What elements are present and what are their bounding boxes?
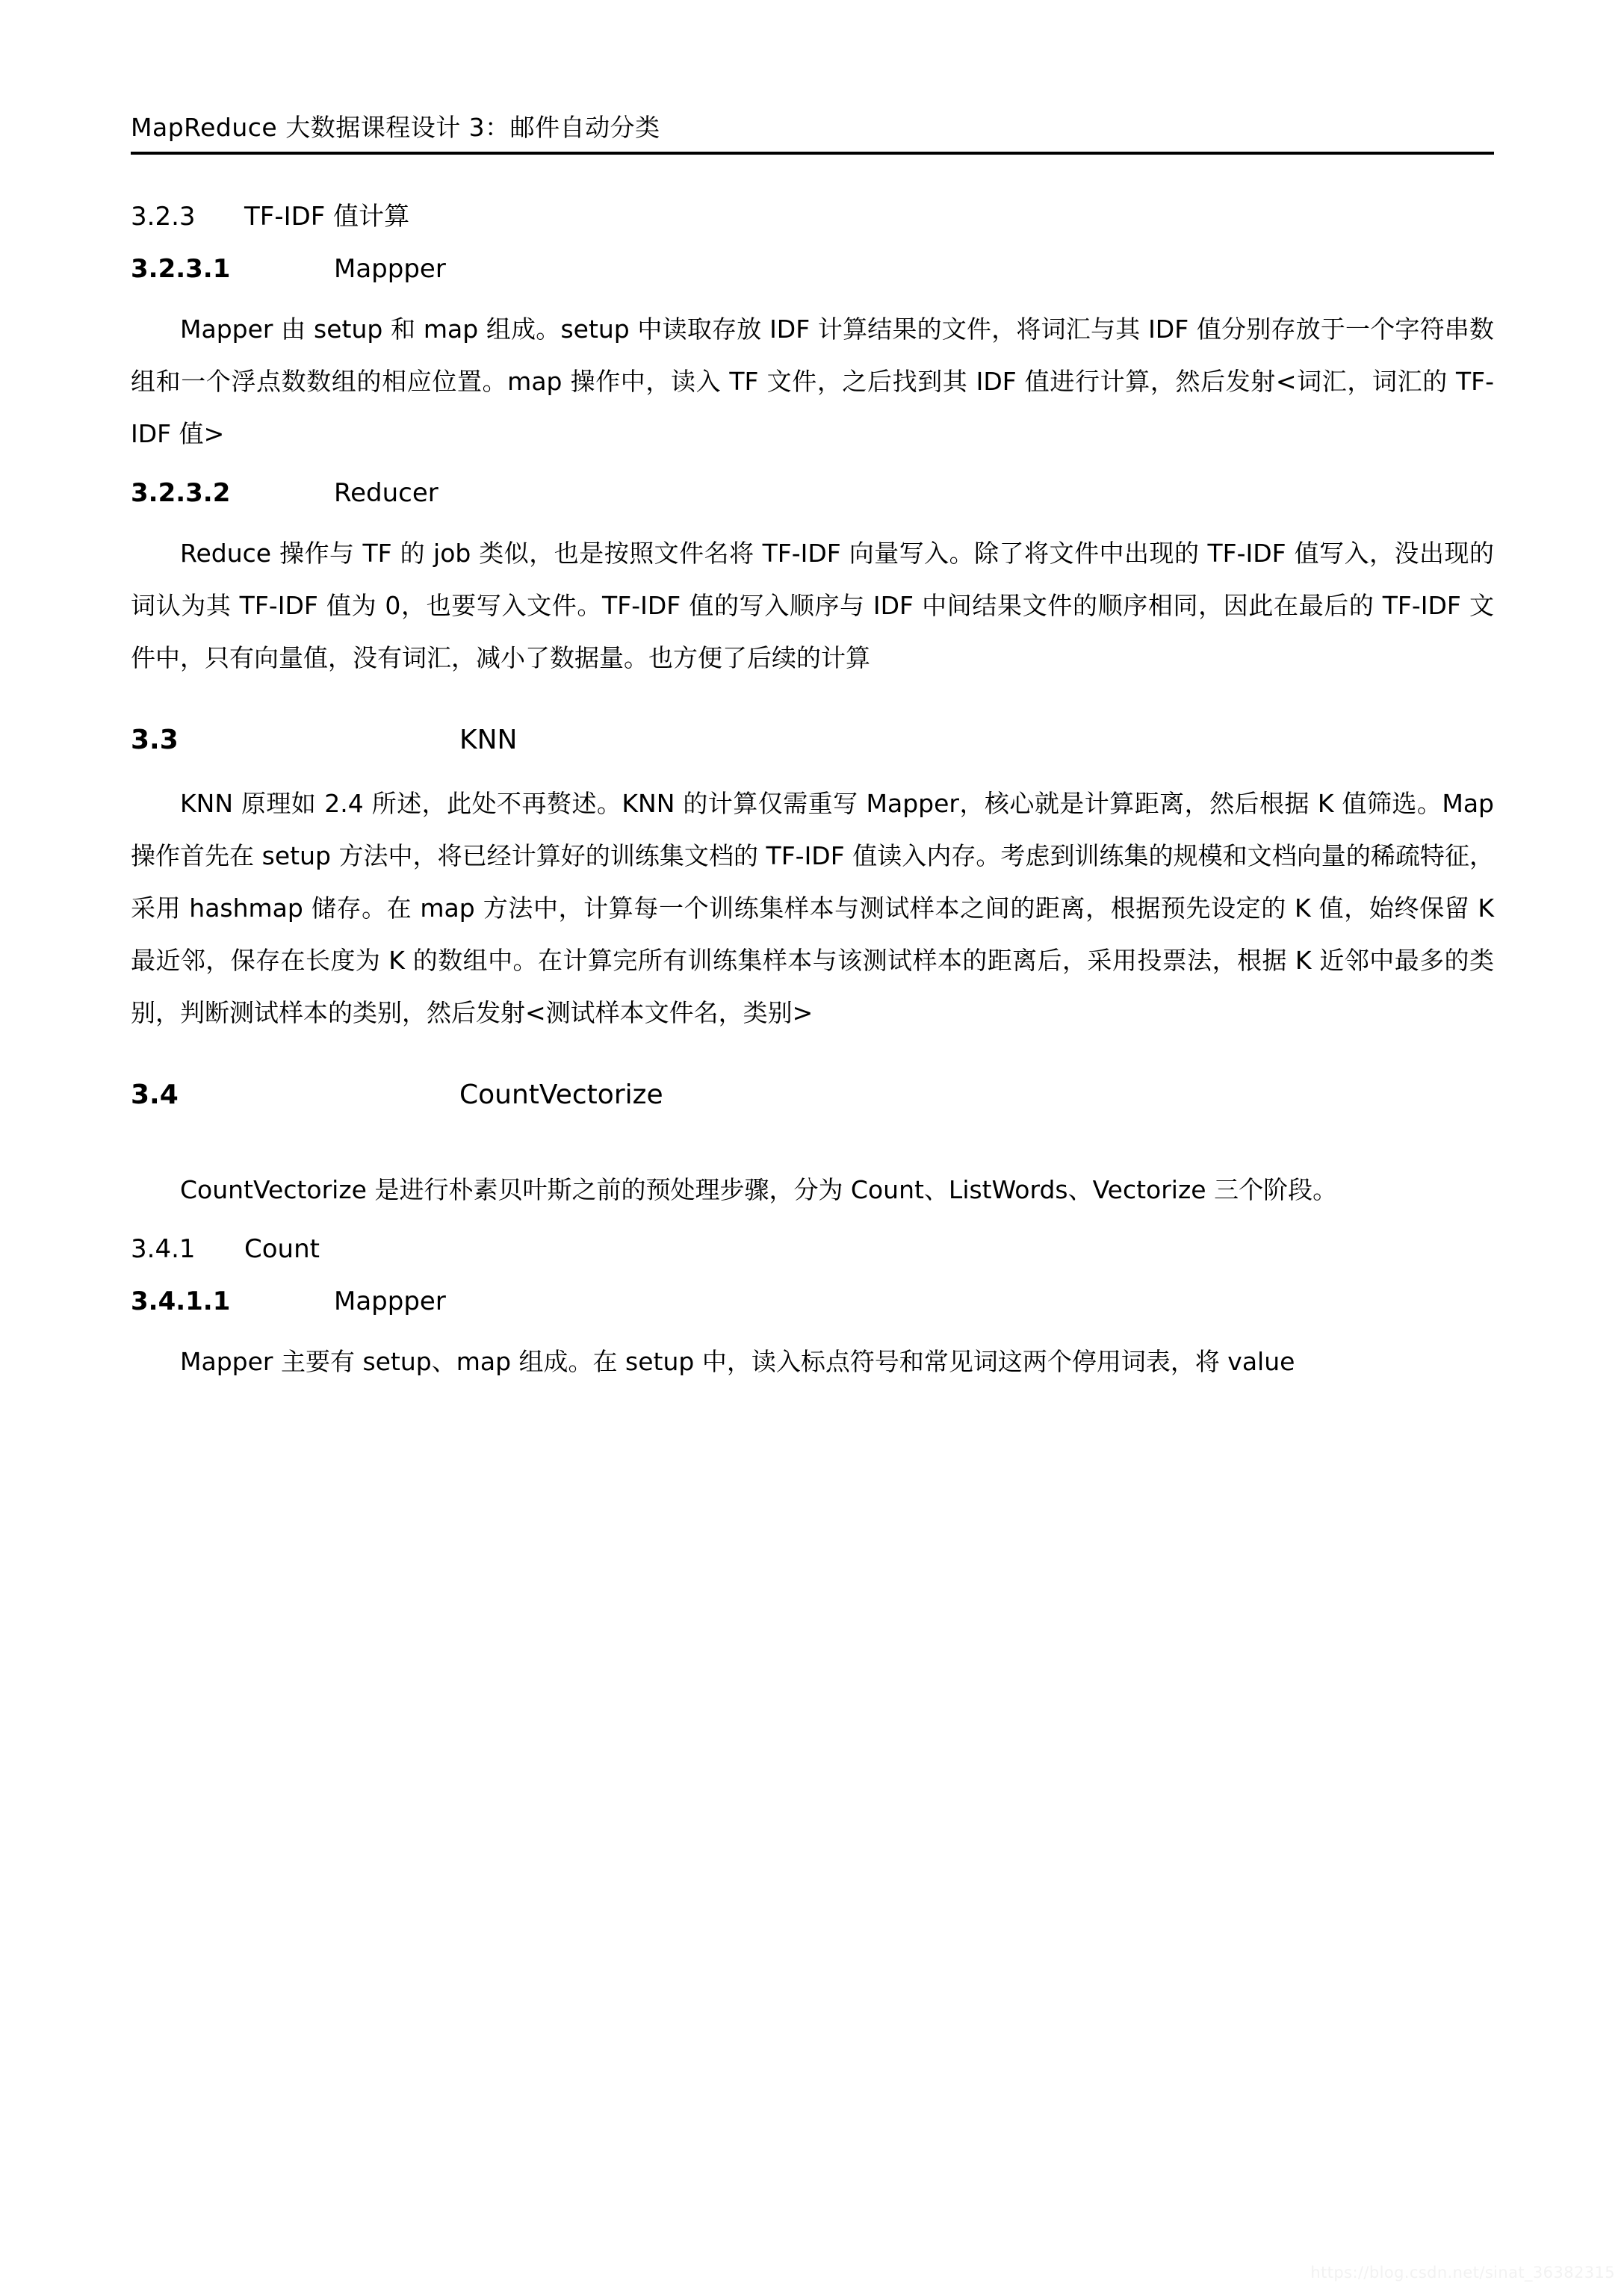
- heading-3-2-3-2-number: 3.2.3.2: [131, 478, 231, 509]
- heading-3-2-3-title: TF-IDF 值计算: [244, 202, 410, 232]
- heading-3-3-number: 3.3: [131, 725, 179, 756]
- page-running-header: [131, 112, 1494, 155]
- heading-3-4-title: CountVectorize: [459, 1079, 663, 1110]
- heading-3-3: [131, 723, 1494, 758]
- heading-3-2-3-1-title: Mappper: [334, 254, 446, 285]
- heading-3-2-3: [131, 200, 1494, 233]
- heading-3-4-1-1-title: Mappper: [334, 1286, 446, 1316]
- paragraph-3-4-body: CountVectorize 是进行朴素贝叶斯之前的预处理步骤，分为 Count、ListWords、Vectorize 三个阶段。: [180, 1174, 1338, 1204]
- paragraph-3-3-body: KNN 原理如 2.4 所述，此处不再赘述。KNN 的计算仅需重写 Mapper，核心就是计算距离，然后根据 K 值筛选。Map 操作首先在 setup 方法中，将已经计算好的训练集文档的 TF-IDF 值读入内存。考虑到训练集的规模和文档向量的稀疏特征，采用 hashmap 储存。在 map 方法中，计算每一个训练集样本与测试样本之间的距离，根据预先设定的 K 值，始终保留 K 最近邻，保存在长度为 K 的数组中。在计算完所有训练集样本与该测试样本的距离后，采用投票法，根据 K 近邻中最多的类别，判断测试样本的类别，然后发射<测试样本文件名，类别>: [131, 789, 1494, 1027]
- paragraph-3-2-3-1-body: Mapper 由 setup 和 map 组成。setup 中读取存放 IDF 计算结果的文件，将词汇与其 IDF 值分别存放于一个字符串数组和一个浮点数数组的相应位置。map 操作中，读入 TF 文件，之后找到其 IDF 值进行计算，然后发射<词汇，词汇的 TF-IDF 值>: [131, 315, 1494, 449]
- heading-3-4-1-1-number: 3.4.1.1: [131, 1286, 231, 1316]
- heading-3-4-1-1: [131, 1285, 1494, 1318]
- heading-3-4-number: 3.4: [131, 1079, 179, 1110]
- heading-3-2-3-1: [131, 253, 1494, 285]
- spacer: [131, 1042, 1494, 1056]
- spacer: [131, 1133, 1494, 1164]
- spacer: [131, 463, 1494, 477]
- heading-3-3-title: KNN: [459, 725, 518, 756]
- spacer: [131, 1219, 1494, 1233]
- heading-3-2-3-2: [131, 477, 1494, 510]
- heading-3-4-1-number: 3.4.1: [131, 1233, 196, 1264]
- document-body: [131, 200, 1494, 1388]
- heading-3-4-1: [131, 1233, 1494, 1266]
- paragraph-3-4-1-1-body: Mapper 主要有 setup、map 组成。在 setup 中，读入标点符号和常见词这两个停用词表，将 value: [180, 1346, 1295, 1376]
- heading-3-2-3-2-title: Reducer: [334, 478, 438, 509]
- csdn-watermark: https://blog.csdn.net/sinat_36382315: [1310, 2264, 1615, 2282]
- page-header-title: MapReduce 大数据课程设计 3：邮件自动分类: [131, 113, 660, 142]
- heading-3-4: [131, 1078, 1494, 1113]
- spacer: [131, 687, 1494, 701]
- paragraph-3-2-3-2-body: Reduce 操作与 TF 的 job 类似，也是按照文件名将 TF-IDF 向量写入。除了将文件中出现的 TF-IDF 值写入，没出现的词认为其 TF-IDF 值为 0，也要写入文件。TF-IDF 值的写入顺序与 IDF 中间结果文件的顺序相同，因此在最后的 TF-IDF 文件中，只有向量值，没有词汇，减小了数据量。也方便了后续的计算: [131, 539, 1494, 673]
- heading-3-4-1-title: Count: [244, 1233, 320, 1264]
- heading-3-2-3-1-number: 3.2.3.1: [131, 254, 231, 285]
- heading-3-2-3-number: 3.2.3: [131, 202, 196, 232]
